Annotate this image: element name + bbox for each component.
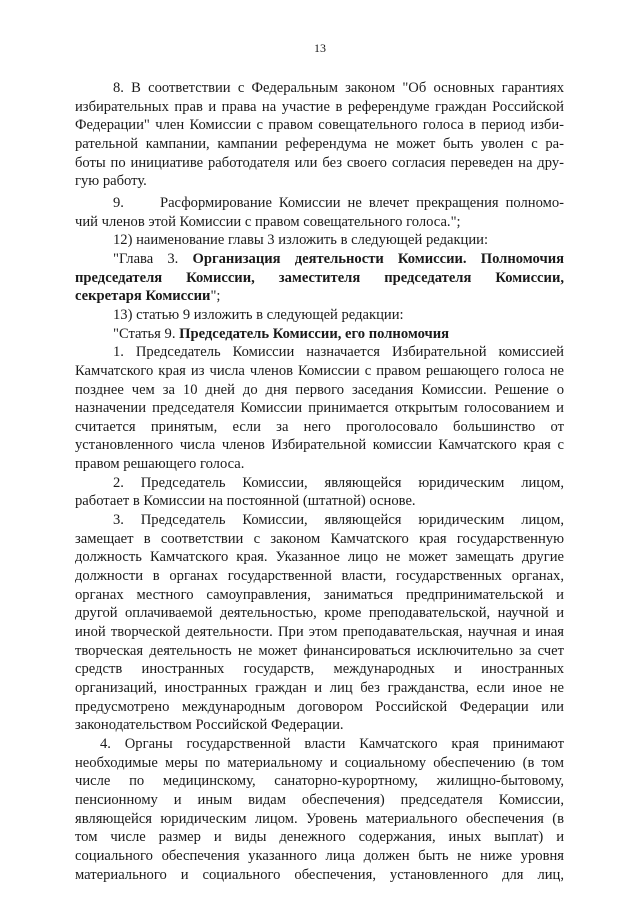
text-line [75, 250, 564, 269]
line-text: должность Камчатского края. Указанное лицо не может замещать другие [75, 549, 564, 566]
text-line [75, 213, 564, 232]
text-line [75, 772, 564, 791]
line-text: творческая деятельность не может финансироваться исключительно за счет [75, 642, 564, 659]
text-line [75, 418, 564, 437]
text-line [75, 567, 564, 586]
line-text: считается принятым, если за него проголосовало большинство от [75, 418, 564, 435]
text-line [75, 642, 564, 661]
text-line [75, 269, 564, 288]
text-line [75, 98, 564, 117]
line-text: 1. Председатель Комиссии назначается Избирательной комиссией [113, 344, 564, 361]
bold-text: председателя Комиссии, заместителя председателя Комиссии, [75, 269, 564, 286]
line-text: иной творческой деятельности. При этом преподавательская, научная и иная [75, 624, 564, 641]
line-prefix: "Статья 9. [113, 325, 180, 342]
line-text: рательной кампании, кампании референдума не может быть уволен с ра- [75, 135, 564, 152]
document-body [75, 79, 564, 884]
text-line [75, 231, 564, 250]
text-line [75, 362, 564, 381]
text-line [75, 455, 564, 474]
line-text: органах местного самоуправления, заниматься предпринимательской и [75, 586, 564, 603]
text-line [75, 623, 564, 642]
text-line [75, 828, 564, 847]
text-line [75, 604, 564, 623]
line-text: являющейся юридическим лицом. Уровень материального обеспечения (в [75, 810, 564, 827]
line-text: 2. Председатель Комиссии, являющейся юридическим лицом, [113, 474, 564, 491]
line-text: другой оплачиваемой деятельностью, кроме преподавательской, научной и [75, 605, 564, 622]
line-text: назначении председателя Комиссии принимается открытым голосованием и [75, 400, 564, 417]
text-line [75, 325, 564, 344]
line-text: боты по инициативе работодателя или без своего согласия переведен на дру- [75, 154, 564, 171]
text-line [75, 436, 564, 455]
text-line [75, 343, 564, 362]
text-line [75, 399, 564, 418]
line-prefix: "Глава 3. [113, 250, 193, 267]
text-line [75, 116, 564, 135]
line-text: избирательных прав и права на участие в референдуме граждан Российской [75, 98, 564, 115]
text-line [75, 287, 564, 306]
text-line [75, 194, 564, 213]
line-text: 12) наименование главы 3 изложить в следующей редакции: [113, 232, 489, 249]
line-text: позднее чем за 10 дней до дня первого заседания Комиссии. Решение о [75, 381, 564, 398]
text-line [75, 548, 564, 567]
line-text: 4. Органы государственной власти Камчатского края принимают [100, 735, 564, 752]
line-suffix: "; [210, 288, 221, 305]
line-text: 8. В соответствии с Федеральным законом "Об основных гарантиях [113, 80, 564, 96]
line-prefix: 9. [113, 194, 124, 211]
text-line [75, 306, 564, 325]
line-text: установленного числа членов Избирательной комиссии Камчатского края с [75, 437, 564, 454]
text-line [75, 492, 564, 511]
text-line [75, 530, 564, 549]
text-line [75, 381, 564, 400]
line-text: социального обеспечения указанного лица должен быть не ниже уровня [75, 847, 564, 864]
line-text: необходимые меры по материальному и социальному обеспечению (в том [75, 754, 564, 771]
line-text: замещает в соответствии с законом Камчатского края государственную [75, 530, 564, 547]
line-text: материального и социального обеспечения, установленного для лиц, [75, 866, 564, 883]
text-line [75, 79, 564, 98]
line-text: 13) статью 9 изложить в следующей редакции: [113, 306, 404, 323]
line-text: работает в Комиссии на постоянной (штатной) основе. [75, 493, 416, 510]
line-text: гую работу. [75, 173, 147, 190]
line-text: законодательством Российской Федерации. [75, 717, 344, 734]
line-text: должности в органах государственной власти, государственных органах, [75, 568, 564, 585]
line-text: организаций, иностранных граждан и лиц без гражданства, если иное не [75, 680, 564, 696]
bold-text: секретаря Комиссии [75, 288, 211, 305]
text-line [75, 754, 564, 773]
text-line [75, 716, 564, 735]
text-line [75, 698, 564, 717]
bold-text: Председатель Комиссии, его полномочия [179, 325, 450, 342]
line-text: средств иностранных государств, международных и иностранных [75, 661, 564, 678]
line-text: Федерации" член Комиссии с правом совещательного голоса в период изби- [75, 117, 564, 134]
line-text: чий членов этой Комиссии с правом совещательного голоса."; [75, 213, 461, 230]
text-line [75, 810, 564, 829]
text-line [75, 135, 564, 154]
text-line [75, 660, 564, 679]
text-line [75, 154, 564, 173]
text-line [75, 172, 564, 191]
text-line [75, 679, 564, 698]
line-text: числе по медицинскому, санаторно-курортному, жилищно-бытовому, [75, 773, 564, 790]
text-line [75, 511, 564, 530]
text-line [75, 866, 564, 885]
page-number: 13 [314, 41, 326, 55]
line-text: пенсионному и иным видам обеспечения) председателя Комиссии, [75, 791, 564, 808]
line-text: Камчатского края из числа членов Комиссии с правом решающего голоса не [75, 362, 564, 379]
bold-text: Организация деятельности Комиссии. Полномочия [192, 250, 564, 267]
text-line [75, 474, 564, 493]
line-text: 3. Председатель Комиссии, являющейся юридическим лицом, [113, 512, 564, 529]
line-text: том числе размер и виды денежного содержания, иных выплат) и [75, 829, 564, 846]
line-text: Расформирование Комиссии не влечет прекращения полномо- [159, 194, 564, 211]
text-line [75, 586, 564, 605]
line-text: предусмотрено международным договором Российской Федерации или [75, 698, 564, 715]
text-line [75, 735, 564, 754]
text-line [75, 847, 564, 866]
text-line [75, 791, 564, 810]
line-text: правом решающего голоса. [75, 456, 245, 473]
